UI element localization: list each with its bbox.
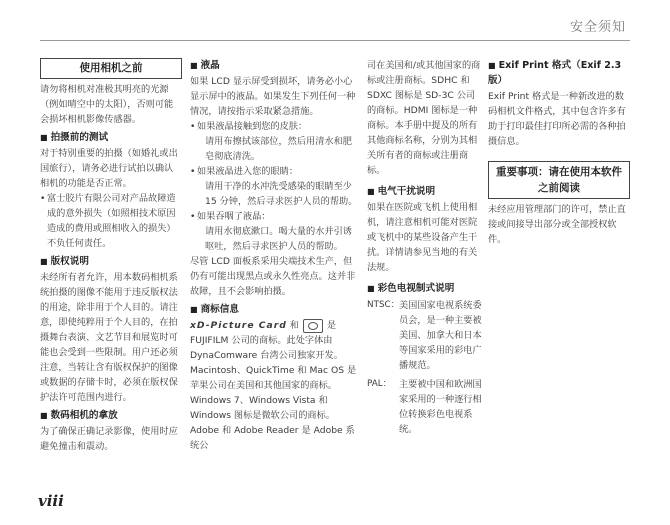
exif-paragraph: Exif Print 格式是一种新改进的数码相机文件格式，其中包含许多有助于打印最佳打印所必需的各种拍摄信息。	[488, 91, 626, 147]
column-2	[190, 58, 360, 453]
section-box-title: 使用相机之前	[40, 58, 182, 79]
xd-picture-card-logo-icon	[303, 319, 323, 333]
square-bullet-icon: ■	[40, 133, 48, 142]
section-heading-trademark: ■ 商标信息	[190, 304, 239, 315]
section-heading-exif: ■ Exif Print 格式（Exif 2.3 版）	[488, 60, 622, 86]
xd-brand-name: xD-Picture Card	[190, 320, 287, 331]
lcd-bullet-swallow: • 如果吞咽了液晶： 请用水彻底漱口。喝大量的水并引诱呕吐，然后寻求医护人员的帮助。	[190, 209, 360, 254]
section-heading-handling: ■ 数码相机的拿放	[40, 410, 118, 421]
page-number: viii	[38, 492, 64, 510]
tv-term: NTSC：	[367, 300, 400, 310]
handling-paragraph: 为了确保正确记录影像，使用时应避免撞击和震动。	[40, 426, 178, 452]
section-heading-copyright: ■ 版权说明	[40, 256, 89, 267]
copyright-paragraph: 未经所有者允许，用本数码相机系统拍摄的图像不能用于违反版权法的用途，除非用于个人目的。请注意，即使纯粹用于个人目的，在拍摄舞台表演、文艺节目和展览时可能也会受到一些限制。用户还必须注意，当转让含有版权保护的图像或数据的存储卡时，必须在版权保护法许可范围内进行。	[40, 272, 178, 403]
column-4	[488, 58, 630, 247]
trademark-continued-paragraph: 司在美国和/或其他国家的商标或注册商标。SDHC 和 SDXC 图标是 SD-3C 公司的商标。HDMI 图标是一种商标。本手册中提及的所有其他商标名称，分别为其相关所有者的商标或注册商标。	[367, 60, 481, 176]
lcd-bullet-skin: • 如果液晶接触到您的皮肤： 请用布擦拭该部位，然后用清水和肥皂彻底清洗。	[190, 119, 360, 164]
column-1	[40, 58, 182, 454]
column-3	[367, 58, 483, 441]
square-bullet-icon: ■	[40, 257, 48, 266]
section-heading-lcd: ■ 液晶	[190, 60, 220, 71]
square-bullet-icon: ■	[367, 187, 375, 196]
notice-paragraph: 未经应用管理部门的许可，禁止直接或间接导出部分或全部授权软件。	[488, 204, 626, 245]
square-bullet-icon: ■	[190, 61, 198, 70]
square-bullet-icon: ■	[190, 305, 198, 314]
tv-definition: 主要被中国和欧洲国家采用的一种逐行相位转换彩色电视系统。	[399, 379, 482, 435]
lcd-bullet-eyes: • 如果液晶进入您的眼睛： 请用干净的水冲洗受感染的眼睛至少 15 分钟，然后寻求医护人员的帮助。	[190, 164, 360, 209]
page-header-title: 安全须知	[569, 20, 626, 35]
trademark-paragraph: xD-Picture Card 和 是 FUJIFILM 公司的商标。此处字体由 DynaComware 台湾公司独家开发。Macintosh、QuickTime 和 Mac OS 是苹果公司在美国和其他国家的商标。Windows 7、Windows Vista 和 Windows 图标是微软公司的商标。Adobe 和 Adobe Reader 是 Adobe 系统公	[190, 320, 357, 451]
square-bullet-icon: ■	[488, 61, 496, 70]
lcd-note-paragraph: 尽管 LCD 面板系采用尖端技术生产，但仍有可能出现黑点或永久性亮点。这并非故障，且不会影响拍摄。	[190, 256, 356, 297]
tv-standards-list	[367, 298, 483, 441]
square-bullet-icon: ■	[367, 284, 375, 293]
tv-term: PAL：	[367, 379, 392, 389]
section-heading-test: ■ 拍摄前的测试	[40, 132, 109, 143]
square-bullet-icon: ■	[40, 411, 48, 420]
lcd-paragraph: 如果 LCD 显示屏受到损坏，请务必小心显示屏中的液晶。如果发生下列任何一种情况，请按指示采取紧急措施。	[190, 76, 356, 117]
section-heading-interference: ■ 电气干扰说明	[367, 186, 436, 197]
intro-paragraph: 请勿将相机对准极其明亮的光源（例如晴空中的太阳），否则可能会损坏相机影像传感器。	[40, 84, 174, 125]
interference-paragraph: 如果在医院或飞机上使用相机，请注意相机可能对医院或飞机中的某些设备产生干扰。详情请参见当地的有关法规。	[367, 202, 478, 273]
notice-box-title: 重要事项：请在使用本软件之前阅读	[488, 161, 630, 199]
test-paragraph: 对于特别重要的拍摄（如婚礼或出国旅行），请务必进行试拍以确认相机的功能是否正常。	[40, 148, 178, 189]
section-heading-tv: ■ 彩色电视制式说明	[367, 283, 455, 294]
header-divider	[40, 40, 630, 41]
test-bullet: • 富士胶片有限公司对产品故障造成的意外损失（如照相技术原因造成的费用或照相收入的损失）不负任何责任。	[40, 191, 182, 251]
tv-definition: 美国国家电视系统委员会，是一种主要被美国、加拿大和日本等国家采用的彩电广播规范。	[399, 300, 482, 371]
